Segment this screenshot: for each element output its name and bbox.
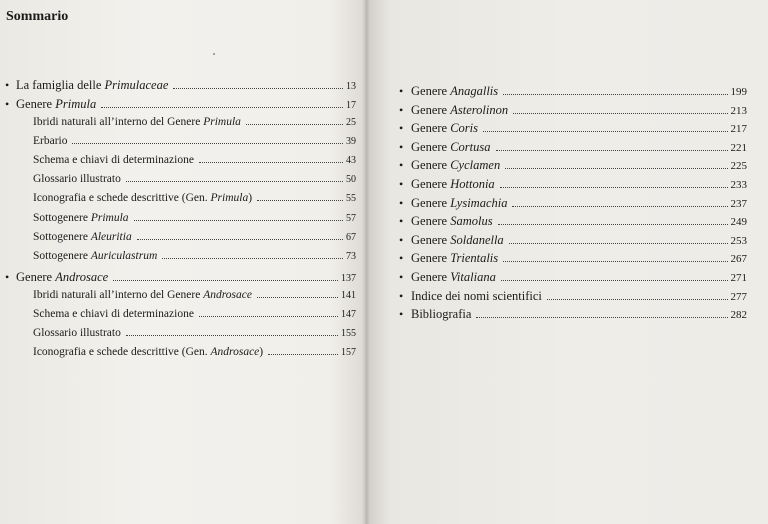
toc-entry-title: [33, 327, 121, 339]
title-text: Genere: [411, 121, 451, 136]
toc-entry: [399, 84, 747, 99]
bullet-icon: •: [399, 121, 404, 136]
page-number: 137: [341, 273, 356, 284]
title-text: Genere: [411, 251, 451, 266]
title-text: Genere: [16, 97, 56, 111]
page-number: 199: [730, 86, 747, 98]
toc-entry: [33, 346, 356, 358]
title-text: Genere: [411, 102, 451, 117]
toc-entry-title: [33, 212, 129, 224]
toc-entry: [399, 139, 747, 155]
page-number: 217: [730, 123, 747, 136]
dot-leader: [113, 280, 338, 281]
italic-term: Auriculastrum: [90, 250, 158, 262]
toc-entry-title: [16, 78, 168, 93]
dot-leader: [513, 113, 727, 114]
bullet-icon: •: [399, 251, 404, 266]
dot-leader: [72, 143, 343, 144]
title-text: Genere: [411, 158, 451, 173]
page-number: 73: [346, 251, 356, 262]
toc-entry-title: [411, 140, 491, 155]
page-number: 271: [730, 272, 747, 284]
title-text: Indice dei nomi scientifici: [411, 288, 542, 303]
dot-leader: [498, 224, 728, 225]
dot-leader: [173, 88, 343, 89]
title-text: Glossario illustrato: [33, 327, 121, 339]
dot-leader: [246, 124, 343, 125]
italic-term: Trientalis: [450, 251, 499, 266]
page-number: 50: [346, 174, 356, 185]
toc-entry: [399, 102, 747, 118]
toc-entry: [399, 270, 747, 285]
toc-entry: [5, 97, 356, 112]
page-number: 213: [730, 104, 747, 117]
page-title: Sommario: [6, 9, 69, 24]
dot-leader: [503, 261, 727, 262]
dot-leader: [126, 335, 338, 336]
paper-speck: [213, 53, 215, 55]
dot-leader: [496, 150, 728, 151]
toc-entry: [33, 173, 356, 185]
italic-term: Androsace: [203, 289, 252, 301]
title-text: Genere: [16, 270, 56, 284]
italic-term: Primula: [210, 192, 249, 204]
toc-entry: [33, 308, 356, 320]
title-text: Bibliografia: [411, 307, 472, 322]
title-text: Schema e chiavi di determinazione: [33, 154, 194, 166]
page-number: 57: [346, 213, 356, 224]
italic-term: Cortusa: [450, 139, 491, 154]
page-number: 277: [730, 290, 747, 303]
toc-entry-title: [411, 196, 507, 211]
dot-leader: [268, 354, 338, 355]
toc-entry-title: [411, 84, 498, 99]
page-number: 249: [730, 216, 747, 229]
toc-entry-title: [33, 135, 67, 147]
italic-term: Anagallis: [450, 84, 499, 98]
toc-entry-title: [33, 116, 241, 128]
italic-term: Vitaliana: [450, 270, 496, 284]
toc-entry-title: [411, 121, 478, 136]
dot-leader: [547, 299, 728, 300]
page-number: 237: [730, 197, 747, 210]
toc-entry: [33, 192, 356, 204]
italic-term: Coris: [450, 121, 479, 136]
toc-entry: [399, 121, 747, 136]
dot-leader: [476, 317, 727, 318]
title-text: Glossario illustrato: [33, 173, 121, 185]
dot-leader: [509, 243, 728, 244]
toc-entry: [5, 270, 356, 285]
title-text: Schema e chiavi di determinazione: [33, 308, 194, 320]
title-text: Iconografia e schede descrittive (Gen.: [33, 346, 211, 358]
dot-leader: [501, 280, 728, 281]
left-page: [0, 0, 366, 524]
dot-leader: [137, 239, 343, 240]
italic-term: Hottonia: [450, 177, 495, 191]
page-number: 221: [730, 141, 747, 154]
toc-entry: [33, 154, 356, 166]
title-text: Genere: [411, 270, 451, 284]
dot-leader: [505, 168, 727, 169]
italic-term: Aleuritia: [90, 231, 132, 243]
toc-entry: [33, 231, 356, 243]
title-text: Genere: [411, 84, 451, 98]
toc-entry-title: [33, 231, 132, 243]
book-gutter: [362, 0, 370, 524]
page-number: 157: [341, 347, 356, 358]
toc-entry-title: [411, 289, 542, 304]
page-number: 147: [341, 309, 356, 320]
dot-leader: [199, 316, 338, 317]
dot-leader: [503, 94, 727, 95]
bullet-icon: •: [399, 195, 404, 210]
dot-leader: [126, 181, 343, 182]
bullet-icon: •: [399, 214, 404, 229]
toc-entry-title: [16, 270, 108, 285]
toc-entry-title: [411, 251, 498, 266]
bullet-icon: •: [399, 84, 404, 98]
page-number: 67: [346, 232, 356, 243]
italic-term: Androsace: [210, 346, 260, 358]
title-text: Sottogenere: [33, 212, 91, 224]
italic-term: Primulaceae: [104, 78, 169, 92]
title-text: Genere: [411, 139, 451, 154]
dot-leader: [257, 200, 343, 201]
toc-entry-title: [33, 346, 263, 358]
italic-term: Lysimachia: [450, 195, 508, 210]
toc-entry: [399, 177, 747, 192]
italic-term: Soldanella: [450, 232, 504, 247]
bullet-icon: •: [399, 307, 404, 322]
title-text: ): [259, 346, 264, 358]
bullet-icon: •: [399, 288, 404, 303]
dot-leader: [199, 162, 343, 163]
dot-leader: [101, 107, 343, 108]
toc-entry: [399, 307, 747, 322]
dot-leader: [162, 258, 343, 259]
toc-entry: [33, 116, 356, 128]
italic-term: Cyclamen: [450, 158, 501, 173]
toc-entry-title: [33, 154, 194, 166]
dot-leader: [134, 220, 343, 221]
page-number: 55: [346, 193, 356, 204]
toc-entry-title: [411, 177, 495, 192]
title-text: Genere: [411, 177, 451, 191]
dot-leader: [512, 206, 727, 207]
title-text: Sottogenere: [33, 231, 91, 243]
toc-entry-title: [411, 270, 496, 285]
dot-leader: [500, 187, 728, 188]
dot-leader: [257, 297, 338, 298]
title-text: Sottogenere: [33, 250, 91, 262]
bullet-icon: •: [5, 270, 10, 284]
toc-entry: [33, 250, 356, 262]
italic-term: Primula: [90, 212, 129, 224]
bullet-icon: •: [399, 270, 404, 284]
toc-entry: [399, 232, 747, 248]
toc-entry: [399, 195, 747, 211]
toc-entry: [399, 214, 747, 229]
bullet-icon: •: [5, 78, 10, 92]
toc-entry-title: [33, 250, 157, 262]
italic-term: Primula: [203, 116, 241, 128]
page-number: 282: [730, 309, 747, 322]
page-number: 13: [346, 81, 356, 92]
italic-term: Primula: [55, 97, 97, 111]
page-number: 267: [730, 253, 747, 266]
toc-entry-title: [33, 289, 252, 301]
right-page: [366, 0, 768, 524]
page-number: 225: [730, 160, 747, 173]
italic-term: Samolus: [450, 214, 493, 229]
toc-entry-title: [33, 173, 121, 185]
page-number: 25: [346, 117, 356, 128]
title-text: Genere: [411, 195, 451, 210]
dot-leader: [483, 131, 727, 132]
bullet-icon: •: [399, 139, 404, 154]
page-number: 155: [341, 328, 356, 339]
page-number: 39: [346, 136, 356, 147]
toc-entry-title: [411, 233, 504, 248]
italic-term: Androsace: [55, 270, 109, 284]
bullet-icon: •: [399, 232, 404, 247]
toc-entry-title: [33, 192, 252, 204]
bullet-icon: •: [5, 97, 10, 111]
bullet-icon: •: [399, 177, 404, 191]
page-number: 43: [346, 155, 356, 166]
toc-entry: [399, 158, 747, 173]
page-number: 233: [730, 179, 747, 191]
page-number: 17: [346, 100, 356, 111]
page-number: 253: [730, 234, 747, 247]
toc-entry: [33, 289, 356, 301]
toc-entry: [399, 288, 747, 304]
toc-entry-title: [33, 308, 194, 320]
title-text: Genere: [411, 214, 451, 229]
toc-entry-title: [411, 307, 471, 322]
bullet-icon: •: [399, 158, 404, 173]
page-number: 141: [341, 290, 356, 301]
title-text: Iconografia e schede descrittive (Gen.: [33, 192, 211, 204]
title-text: ): [248, 192, 253, 204]
toc-entry: [399, 251, 747, 266]
toc-entry: [33, 327, 356, 339]
bullet-icon: •: [399, 102, 404, 117]
toc-entry-title: [411, 158, 500, 173]
italic-term: Asterolinon: [450, 102, 509, 117]
toc-entry: [5, 78, 356, 93]
title-text: Ibridi naturali all’interno del Genere: [33, 289, 204, 301]
title-text: Erbario: [33, 135, 68, 147]
toc-entry: [33, 135, 356, 147]
title-text: Genere: [411, 232, 451, 247]
title-text: La famiglia delle: [16, 78, 105, 92]
toc-entry: [33, 212, 356, 224]
toc-entry-title: [411, 214, 493, 229]
toc-entry-title: [16, 97, 96, 112]
toc-entry-title: [411, 103, 508, 118]
title-text: Ibridi naturali all’interno del Genere: [33, 116, 204, 128]
